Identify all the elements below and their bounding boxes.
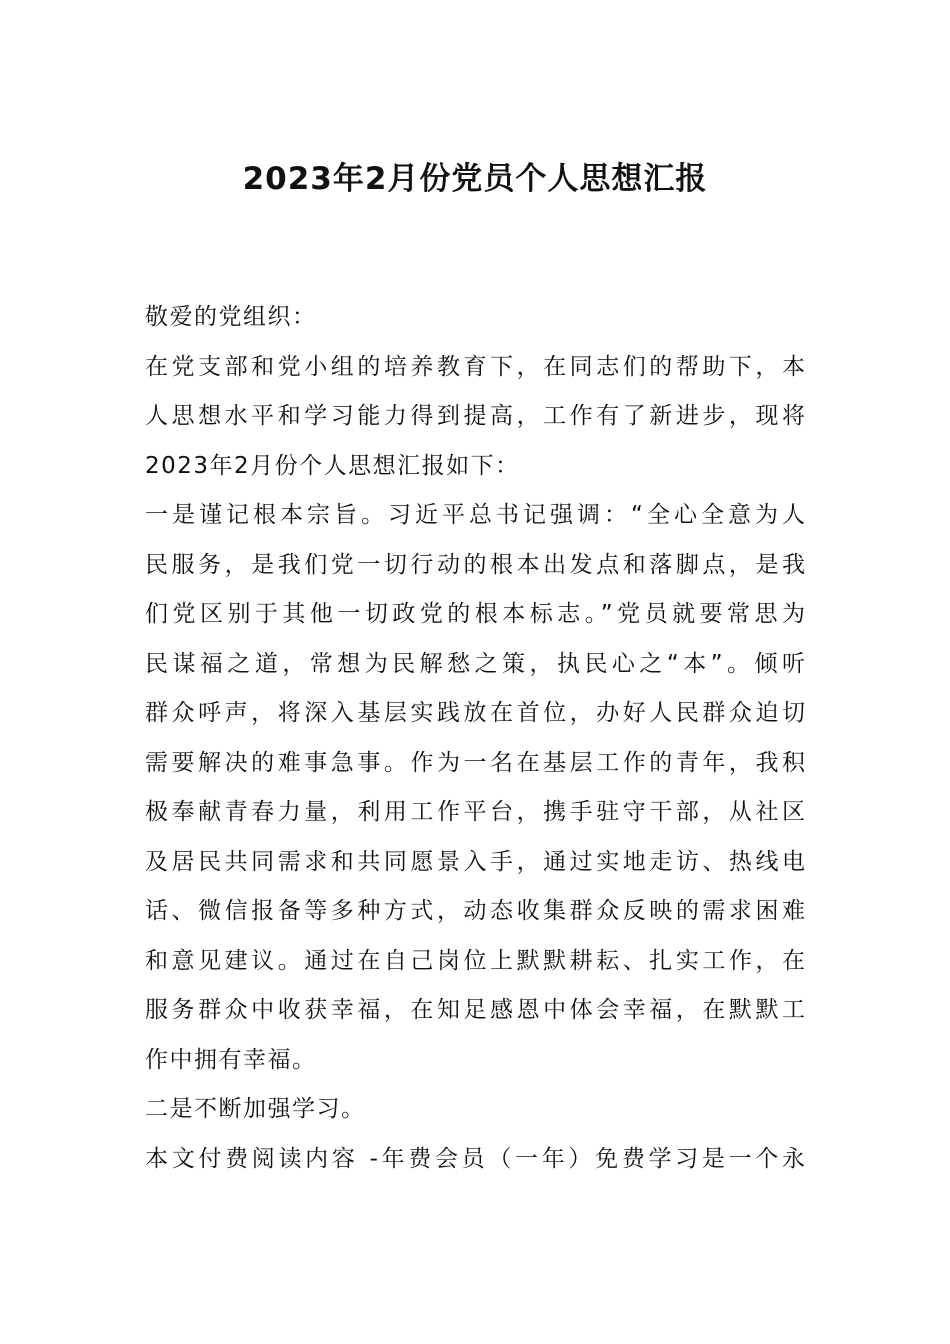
body-line: 作中拥有幸福。 xyxy=(145,1046,317,1073)
body-line: 本文付费阅读内容 -年费会员（一年）免费学习是一个永 xyxy=(145,1145,805,1172)
body-line: 一是谨记根本宗旨。习近平总书记强调：“全心全意为人 xyxy=(145,502,805,528)
body-line: 和意见建议。通过在自己岗位上默默耕耘、扎实工作，在 xyxy=(145,947,805,974)
body-line: 民服务，是我们党一切行动的根本出发点和落脚点，是我 xyxy=(145,551,805,578)
document-body xyxy=(145,293,805,1184)
body-line: 人思想水平和学习能力得到提高，工作有了新进步，现将 xyxy=(145,403,805,429)
body-line: 2023年2月份个人思想汇报如下： xyxy=(145,452,520,479)
body-line: 二是不断加强学习。 xyxy=(145,1096,366,1122)
body-line: 敬爱的党组织： xyxy=(145,304,317,330)
document-title: 2023年2月份党员个人思想汇报 xyxy=(242,161,708,197)
body-line: 民谋福之道，常想为民解愁之策，执民心之“本”。倾听 xyxy=(145,650,805,677)
body-line: 话、微信报备等多种方式，动态收集群众反映的需求困难 xyxy=(145,898,805,924)
body-line: 们党区别于其他一切政党的根本标志。”党员就要常思为 xyxy=(145,601,805,627)
body-line: 及居民共同需求和共同愿景入手，通过实地走访、热线电 xyxy=(145,848,805,875)
body-line: 在党支部和党小组的培养教育下，在同志们的帮助下，本 xyxy=(145,353,805,380)
body-line: 极奉献青春力量，利用工作平台，携手驻守干部，从社区 xyxy=(145,799,805,825)
body-line: 群众呼声，将深入基层实践放在首位，办好人民群众迫切 xyxy=(145,700,805,726)
body-line: 服务群众中收获幸福，在知足感恩中体会幸福，在默默工 xyxy=(145,997,805,1023)
body-line: 需要解决的难事急事。作为一名在基层工作的青年，我积 xyxy=(145,749,805,776)
